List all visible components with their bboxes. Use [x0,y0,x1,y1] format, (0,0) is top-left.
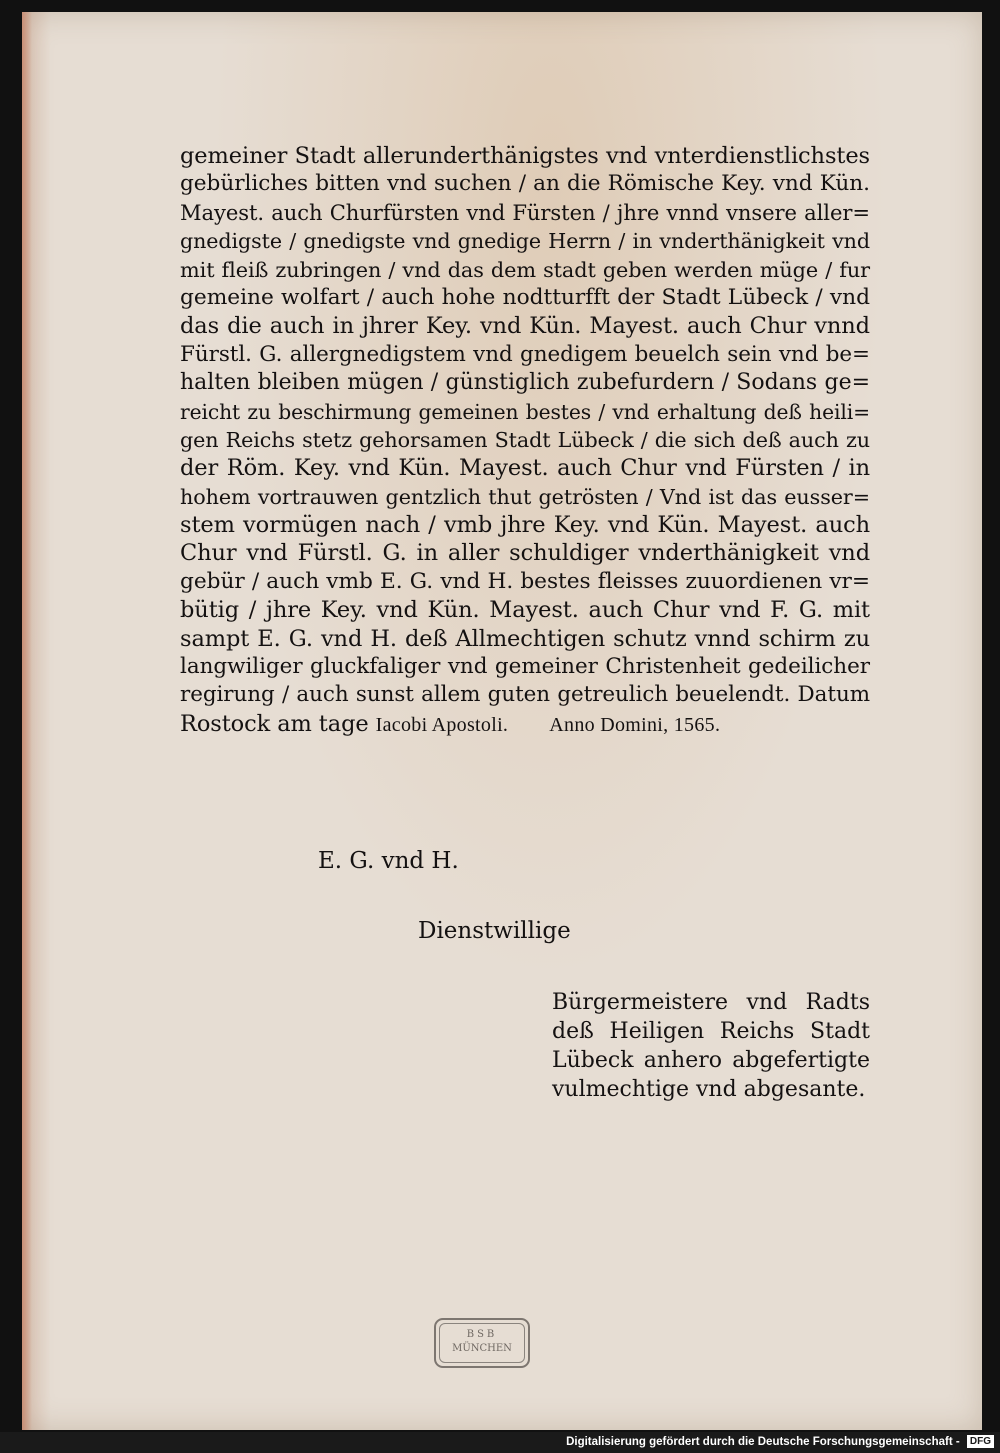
body-line: gen Reichs stetz gehorsamen Stadt Lübeck / die sich deß auch zu [180,427,870,452]
body-text [180,142,870,738]
body-line: bütig / jhre Key. vnd Kün. Mayest. auch Chur vnd F. G. mit [180,597,870,624]
library-stamp [434,1318,530,1368]
footer-credit: Digitalisierung gefördert durch die Deutsche Forschungsgemeinschaft - [566,1436,960,1448]
signatory-line: Bürgermeistere vnd Radts [552,990,870,1015]
body-line: langwiliger gluckfaliger vnd gemeiner Christenheit gedeilicher [180,654,870,680]
dating-feast: Iacobi Apostoli. [375,713,509,736]
body-line: mit fleiß zubringen / vnd das dem stadt geben werden müge / fur [180,257,870,282]
dating-year: Anno Domini, 1565. [549,713,721,736]
body-line: Fürstl. G. allergnedigstem vnd gnedigem beuelch sein vnd be= [180,341,870,367]
body-line: gebür / auch vmb E. G. vnd H. bestes fleisses zuuordienen vr= [180,568,870,594]
body-line: gebürliches bitten vnd suchen / an die Römische Key. vnd Kün. [180,171,870,197]
body-line: hohem vortrauwen gentzlich thut getrösten / Vnd ist das eusser= [180,484,870,509]
dating-line [180,710,870,738]
stamp-border [439,1323,525,1363]
body-line: gemeiner Stadt allerunderthänigstes vnd vnterdienstlichstes [180,143,870,169]
dating-place: Rostock am tage [180,710,369,737]
signatory-block [552,988,870,1104]
body-line: das die auch in jhrer Key. vnd Kün. Mayest. auch Chur vnnd [180,313,870,340]
signatory-line: Lübeck anhero abgefertigte [552,1048,870,1073]
body-line: reicht zu beschirmung gemeinen bestes / vnd erhaltung deß heili= [180,399,870,424]
dfg-logo-icon: DFG [967,1435,994,1448]
page-edge [22,12,32,1430]
stamp-line-2: MÜNCHEN [452,1343,512,1354]
body-line: der Röm. Key. vnd Kün. Mayest. auch Chur vnd Fürsten / in [180,455,870,482]
body-line: stem vormügen nach / vmb jhre Key. vnd Kün. Mayest. auch [180,512,870,539]
body-line: regirung / auch sunst allem guten getreulich beuelendt. Datum [180,682,870,708]
body-line: sampt E. G. vnd H. deß Allmechtigen schutz vnnd schirm zu [180,625,870,652]
closing-address: E. G. vnd H. [318,848,459,874]
stamp-line-1: BSB [466,1329,498,1340]
body-line: Mayest. auch Churfürsten vnd Fürsten / jhre vnnd vnsere aller= [180,199,870,225]
signatory-line: deß Heiligen Reichs Stadt [552,1019,870,1044]
signatory-line: vulmechtige vnd abgesante. [552,1077,866,1102]
body-line: halten bleiben mügen / günstiglich zubefurdern / Sodans ge= [180,370,870,396]
body-line: Chur vnd Fürstl. G. in aller schuldiger vnderthänigkeit vnd [180,540,870,567]
footer-bar [0,1432,1000,1453]
body-line: gemeine wolfart / auch hohe nodtturfft der Stadt Lübeck / vnd [180,284,870,310]
closing-complimentary: Dienstwillige [418,918,571,944]
body-line: gnedigste / gnedigste vnd gnedige Herrn / in vnderthänigkeit vnd [180,229,870,254]
